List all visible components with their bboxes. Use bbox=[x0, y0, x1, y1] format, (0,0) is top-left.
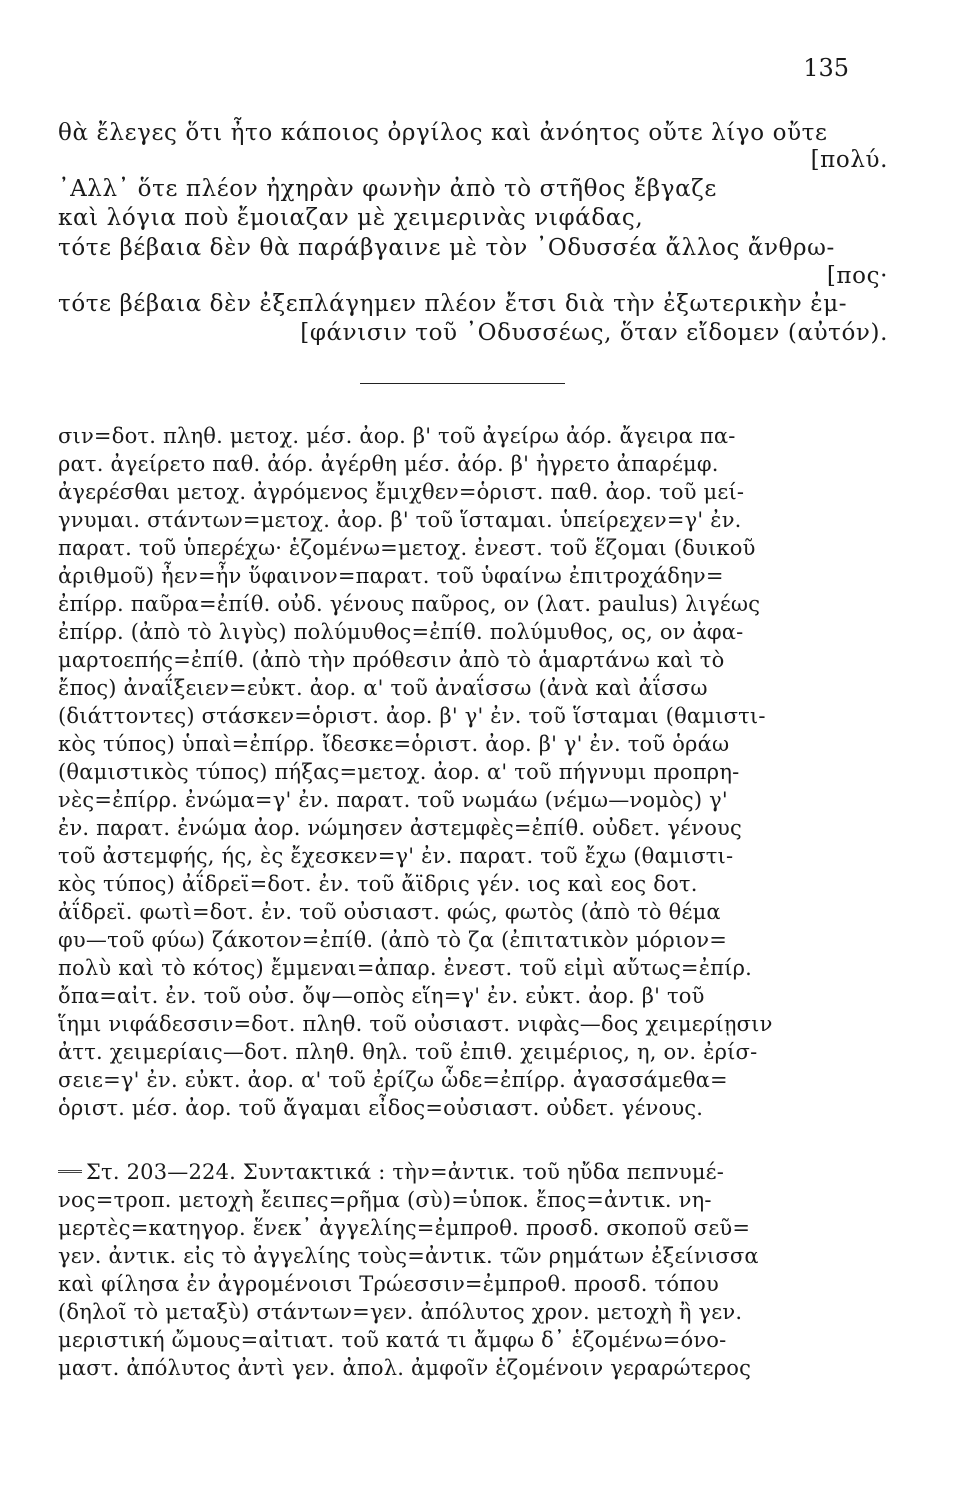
syntax-line: καὶ φίλησα ἐν ἀγρομένοισι Τρώεσσιν=ἐμπροθ. προσδ. τόπου bbox=[58, 1272, 719, 1296]
verse-line: τότε βέβαια δὲν ἐξεπλάγημεν πλέον ἔτσι διὰ τὴν ἐξωτερικὴν ἐμ- bbox=[58, 291, 848, 317]
note-line: φυ—τοῦ φύω) ζάκοτον=ἐπίθ. (ἀπὸ τὸ ζα (ἐπιτατικὸν μόριον= bbox=[58, 928, 727, 952]
note-line: ἀριθμοῦ) ἦεν=ἦν ὕφαινον=παρατ. τοῦ ὑφαίνω ἐπιτροχάδην= bbox=[58, 564, 724, 588]
verse-line: καὶ λόγια ποὺ ἔμοιαζαν μὲ χειμερινὰς νιφάδας, bbox=[58, 205, 644, 231]
syntax-line: (δηλοῖ τὸ μεταξὺ) στάντων=γεν. ἀπόλυτος χρον. μετοχὴ ἢ γεν. bbox=[58, 1300, 743, 1324]
verse-line-continuation: [πολύ. bbox=[810, 147, 888, 173]
note-line: ἔπος) ἀναΐξειεν=εὐκτ. ἀορ. α' τοῦ ἀναΐσσω (ἀνὰ καὶ ἀΐσσω bbox=[58, 676, 708, 700]
verse-line: τότε βέβαια δὲν θὰ παράβγαινε μὲ τὸν ᾿Οδυσσέα ἄλλος ἄνθρω- bbox=[58, 235, 835, 261]
syntax-line: νος=τροπ. μετοχὴ ἔειπες=ρῆμα (σὺ)=ὑποκ. ἔπος=ἀντικ. νη- bbox=[58, 1188, 712, 1212]
section-mark bbox=[58, 1170, 82, 1173]
note-line: ἀγερέσθαι μετοχ. ἀγρόμενος ἔμιχθεν=ὁριστ. παθ. ἀορ. τοῦ μεί- bbox=[58, 480, 745, 504]
note-line: παρατ. τοῦ ὑπερέχω· ἑζομένω=μετοχ. ἐνεστ. τοῦ ἕζομαι (δυικοῦ bbox=[58, 536, 756, 560]
note-line: κὸς τύπος) ὑπαὶ=ἐπίρρ. ἴδεσκε=ὁριστ. ἀορ. β' γ' ἐν. τοῦ ὁράω bbox=[58, 732, 730, 756]
verse-line-continuation: [πος· bbox=[826, 263, 888, 289]
note-line: νὲς=ἐπίρρ. ἐνώμα=γ' ἐν. παρατ. τοῦ νωμάω (νέμω—νομὸς) γ' bbox=[58, 788, 728, 812]
note-line: σιν=δοτ. πληθ. μετοχ. μέσ. ἀορ. β' τοῦ ἀγείρω ἀόρ. ἄγειρα πα- bbox=[58, 424, 736, 448]
verse-line: θὰ ἔλεγες ὅτι ἦτο κάποιος ὀργίλος καὶ ἀνόητος οὔτε λίγο οὔτε bbox=[58, 120, 828, 146]
note-line: (θαμιστικὸς τύπος) πήξας=μετοχ. ἀορ. α' τοῦ πήγνυμι προπρη- bbox=[58, 760, 740, 784]
syntax-line: μεριστική ὤμους=αἰτιατ. τοῦ κατά τι ἄμφω δ᾿ ἑζομένω=όνο- bbox=[58, 1328, 727, 1352]
note-line: (διάττοντες) στάσκεν=ὁριστ. ἀορ. β' γ' ἐν. τοῦ ἵσταμαι (θαμιστι- bbox=[58, 704, 766, 728]
note-line: ἐπίρρ. παῦρα=ἐπίθ. οὐδ. γένους παῦρος, ον (λατ. paulus) λιγέως bbox=[58, 592, 761, 616]
note-line: ἐν. παρατ. ἐνώμα ἀορ. νώμησεν ἀστεμφὲς=ἐπίθ. οὐδετ. γένους bbox=[58, 816, 742, 840]
page-number: 135 bbox=[803, 54, 849, 82]
note-line: ἐπίρρ. (ἀπὸ τὸ λιγὺς) πολύμυθος=ἐπίθ. πολύμυθος, ος, ον ἀφα- bbox=[58, 620, 744, 644]
verse-line-continuation: [φάνισιν τοῦ ᾿Οδυσσέως, ὅταν εἴδομεν (αὐτόν). bbox=[300, 320, 888, 346]
syntax-line: μαστ. ἀπόλυτος ἀντὶ γεν. ἀπολ. ἀμφοῖν ἑζομένοιν γεραρώτερος bbox=[58, 1356, 752, 1380]
note-line: κὸς τύπος) ἀΐδρεϊ=δοτ. ἐν. τοῦ ἄϊδρις γέν. ιος καὶ εος δοτ. bbox=[58, 872, 698, 896]
note-line: ὁριστ. μέσ. ἀορ. τοῦ ἄγαμαι εἶδος=οὐσιαστ. οὐδετ. γένους. bbox=[58, 1096, 704, 1120]
note-line: πολὺ καὶ τὸ κότος) ἔμμεναι=ἀπαρ. ἐνεστ. τοῦ εἰμὶ αὔτως=ἐπίρ. bbox=[58, 956, 753, 980]
note-line: μαρτοεπής=ἐπίθ. (ἀπὸ τὴν πρόθεσιν ἀπὸ τὸ ἁμαρτάνω καὶ τὸ bbox=[58, 648, 725, 672]
syntax-line: γεν. ἀντικ. εἰς τὸ ἀγγελίης τοὺς=ἀντικ. τῶν ρημάτων ἐξείνισσα bbox=[58, 1244, 759, 1268]
section-divider bbox=[360, 383, 565, 384]
syntax-line: Στ. 203—224. Συντακτικά : τὴν=ἀντικ. τοῦ ηὔδα πεπνυμέ- bbox=[86, 1160, 725, 1184]
note-line: τοῦ ἀστεμφής, ής, ὲς ἔχεσκεν=γ' ἐν. παρατ. τοῦ ἔχω (θαμιστι- bbox=[58, 844, 734, 868]
verse-line: ᾿Αλλ᾿ ὅτε πλέον ἠχηρὰν φωνὴν ἀπὸ τὸ στῆθος ἔβγαζε bbox=[58, 176, 717, 202]
note-line: ἵημι νιφάδεσσιν=δοτ. πληθ. τοῦ οὐσιαστ. νιφὰς—δος χειμερίῃσιν bbox=[58, 1012, 773, 1036]
note-line: ἀττ. χειμερίαις—δοτ. πληθ. θηλ. τοῦ ἐπιθ. χειμέριος, η, ον. ἐρίσ- bbox=[58, 1040, 758, 1064]
note-line: γνυμαι. στάντων=μετοχ. ἀορ. β' τοῦ ἵσταμαι. ὑπείρεχεν=γ' ἐν. bbox=[58, 508, 742, 532]
note-line: ἀΐδρεϊ. φωτὶ=δοτ. ἐν. τοῦ οὐσιαστ. φώς, φωτὸς (ἀπὸ τὸ θέμα bbox=[58, 900, 721, 924]
syntax-line: μερτὲς=κατηγορ. ἕνεκ᾿ ἀγγελίης=ἐμπροθ. προσδ. σκοποῦ σεῦ= bbox=[58, 1216, 751, 1240]
note-line: σειε=γ' ἐν. εὐκτ. ἀορ. α' τοῦ ἐρίζω ὧδε=ἐπίρρ. ἀγασσάμεθα= bbox=[58, 1068, 728, 1092]
note-line: ρατ. ἀγείρετο παθ. ἀόρ. ἀγέρθη μέσ. ἀόρ. β' ἠγρετο ἀπαρέμφ. bbox=[58, 452, 719, 476]
note-line: ὄπα=αἰτ. ἐν. τοῦ οὐσ. ὄψ—οπὸς εἵη=γ' ἐν. εὐκτ. ἀορ. β' τοῦ bbox=[58, 984, 705, 1008]
